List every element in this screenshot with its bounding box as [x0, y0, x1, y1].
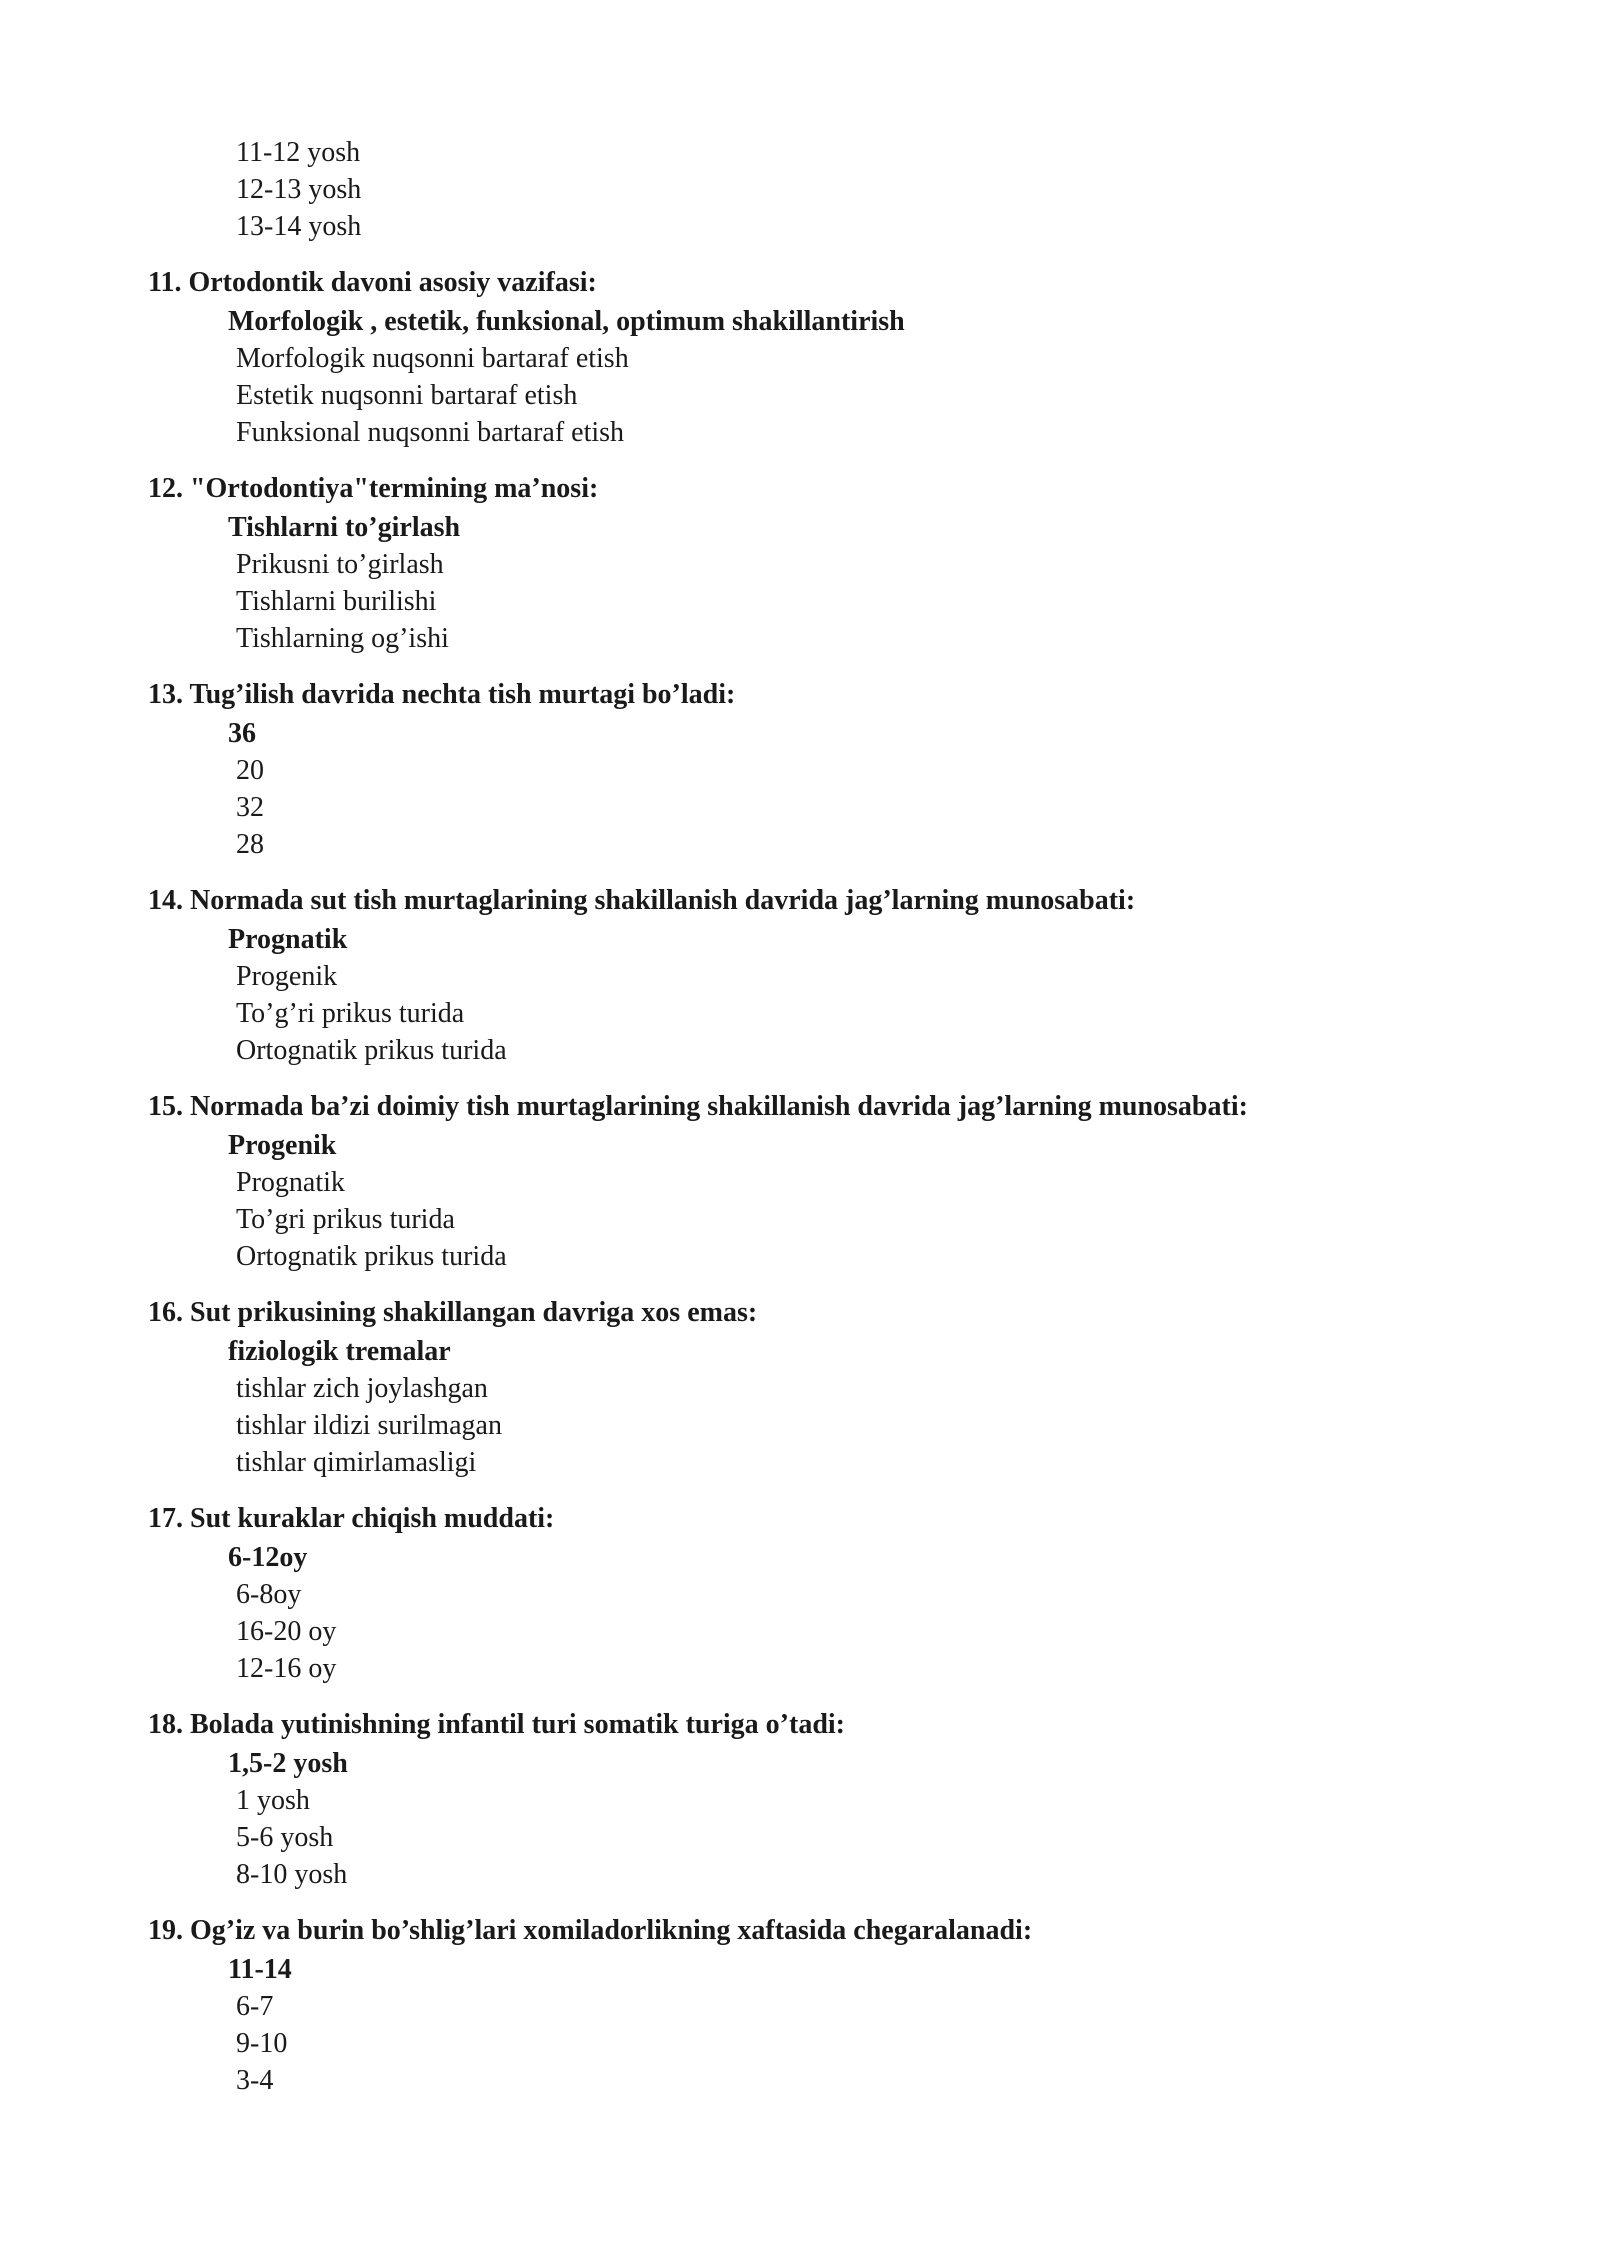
question-title: 16. Sut prikusining shakillangan davriga xos emas:	[148, 1297, 758, 1328]
correct-answer: 36	[228, 718, 256, 749]
answer-option: Funksional nuqsonni bartaraf etish	[236, 417, 625, 448]
question-title: 18. Bolada yutinishning infantil turi somatik turiga o’tadi:	[148, 1709, 846, 1740]
answer-option: 6-7	[236, 1991, 274, 2022]
answer-option: Estetik nuqsonni bartaraf etish	[236, 380, 578, 411]
correct-answer: Tishlarni to’girlash	[228, 512, 461, 543]
question-title: 13. Tug’ilish davrida nechta tish murtagi bo’ladi:	[148, 679, 736, 710]
correct-answer: 6-12oy	[228, 1542, 308, 1573]
answer-option: To’gri prikus turida	[236, 1204, 455, 1235]
question-title: 15. Normada ba’zi doimiy tish murtaglarining shakillanish davrida jag’larning munosabati:	[148, 1091, 1248, 1122]
answer-option: tishlar zich joylashgan	[236, 1373, 488, 1404]
answer-option: 8-10 yosh	[236, 1859, 348, 1890]
question-title: 17. Sut kuraklar chiqish muddati:	[148, 1503, 555, 1534]
answer-option: tishlar qimirlamasligi	[236, 1447, 477, 1478]
answer-option: Ortognatik prikus turida	[236, 1241, 507, 1272]
correct-answer: fiziologik tremalar	[228, 1336, 451, 1367]
answer-option: 13-14 yosh	[236, 211, 362, 242]
question-title: 12. "Ortodontiya"termining ma’nosi:	[148, 473, 599, 504]
answer-option: 5-6 yosh	[236, 1822, 334, 1853]
answer-option: Tishlarning og’ishi	[236, 623, 449, 654]
answer-option: 11-12 yosh	[236, 137, 361, 168]
correct-answer: Progenik	[228, 1130, 337, 1161]
answer-option: Prikusni to’girlash	[236, 549, 444, 580]
answer-option: Morfologik nuqsonni bartaraf etish	[236, 343, 629, 374]
answer-option: Tishlarni burilishi	[236, 586, 437, 617]
answer-option: 20	[236, 755, 264, 786]
answer-option: 9-10	[236, 2028, 288, 2059]
answer-option: To’g’ri prikus turida	[236, 998, 465, 1029]
answer-option: 16-20 oy	[236, 1616, 337, 1647]
correct-answer: Prognatik	[228, 924, 348, 955]
question-title: 19. Og’iz va burin bo’shlig’lari xomiladorlikning xaftasida chegaralanadi:	[148, 1915, 1033, 1946]
answer-option: 12-13 yosh	[236, 174, 362, 205]
correct-answer: Morfologik , estetik, funksional, optimum shakillantirish	[228, 306, 905, 337]
answer-option: Prognatik	[236, 1167, 345, 1198]
answer-option: 32	[236, 792, 264, 823]
question-title: 11. Ortodontik davoni asosiy vazifasi:	[148, 267, 597, 298]
answer-option: 3-4	[236, 2065, 274, 2096]
answer-option: Progenik	[236, 961, 338, 992]
correct-answer: 1,5-2 yosh	[228, 1748, 348, 1779]
answer-option: 12-16 oy	[236, 1653, 337, 1684]
question-title: 14. Normada sut tish murtaglarining shakillanish davrida jag’larning munosabati:	[148, 885, 1136, 916]
answer-option: Ortognatik prikus turida	[236, 1035, 507, 1066]
answer-option: tishlar ildizi surilmagan	[236, 1410, 502, 1441]
answer-option: 28	[236, 829, 264, 860]
correct-answer: 11-14	[228, 1954, 292, 1985]
answer-option: 1 yosh	[236, 1785, 310, 1816]
answer-option: 6-8oy	[236, 1579, 302, 1610]
